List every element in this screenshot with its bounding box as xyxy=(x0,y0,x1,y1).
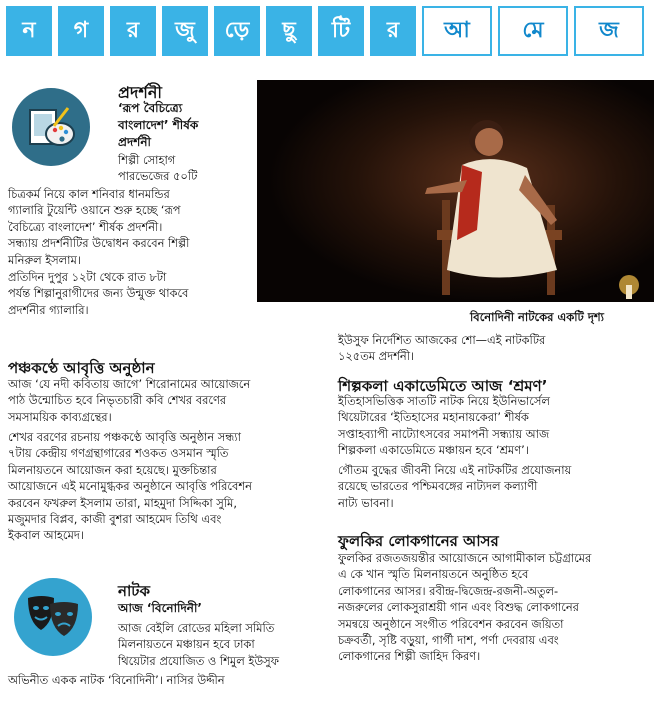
drama-body-bottom: অভিনীত একক নাটক ‘বিনোদিনী’। নাসির উদ্দীন xyxy=(8,673,225,687)
drama-body: আজ বেইলি রোডের মহিলা সমিতি মিলনায়তনে মঞ্চায়ন হবে ঢাকা থিয়েটার প্রযোজিত ও শিমুল ইউসুফ xyxy=(118,621,279,668)
theatre-masks-icon xyxy=(14,578,92,656)
recitation-intro: আজ ‘যে নদী কবিতায় জাগে’ শিরোনামের আয়োজনে পাঠ উন্মোচিত হবে নিভৃতচারী কবি শেখর বরণের সমসাময়িক কাব্যগ্রন্থের। xyxy=(8,377,251,424)
banner-letter: র xyxy=(110,6,156,56)
photo-caption: বিনোদিনী নাটকের একটি দৃশ্য xyxy=(470,310,604,324)
performance-photo xyxy=(257,80,654,302)
recitation-body: শেখর বরণের রচনায় পঞ্চকণ্ঠে আবৃত্তি অনুষ্ঠান সন্ধ্যা ৭টায় কেন্দ্রীয় গণগ্রন্থাগারের শওকত ওসমান স্মৃতি মিলনায়তনে আয়োজন করা হয়েছে। মুক্তচিন্তার আয়োজনে এই মনোমুগ্ধকর অনুষ্ঠানে আবৃত্তি পরিবেশন করবেন ফখরুল ইসলাম তারা, মাহমুদা সিদ্দিকা সুমি, মজুমদার বিপ্লব, কাজী বুশরা আহমেদ তিথি এবং ইকবাল আহমেদ। xyxy=(8,430,252,543)
shilpakala-body: ইতিহাসভিত্তিক সাতটি নাটক নিয়ে ইউনিভার্সেল থিয়েটারের ‘ইতিহাসের মহানায়কেরা’ শীর্ষক সপ্তাহব্যাপী নাট্যোৎসবের সমাপনী সন্ধ্যায় আজ শিল্পকলা একাডেমিতে মঞ্চায়ন হবে ‘শ্রমণ’। xyxy=(338,394,550,458)
header-banner xyxy=(0,0,657,60)
banner-letter: আ xyxy=(422,6,492,56)
folk-heading: ফুলকির লোকগানের আসর xyxy=(338,532,499,550)
exhibition-intro: শিল্পী সোহাগ পারভেজের ৫০টি xyxy=(118,153,198,184)
drama-subtitle: আজ ‘বিনোদিনী’ xyxy=(118,601,202,615)
exhibition-subtitle: ‘রূপ বৈচিত্র্যে বাংলাদেশ’ শীর্ষক প্রদর্শনী xyxy=(118,101,199,149)
banner-letter: জ xyxy=(574,6,644,56)
banner-letter: টি xyxy=(318,6,364,56)
shilpakala-heading: শিল্পকলা একাডেমিতে আজ ‘শ্রমণ’ xyxy=(338,377,548,395)
banner-letter: জু xyxy=(162,6,208,56)
exhibition-hours: প্রতিদিন দুপুর ১২টা থেকে রাত ৮টা পর্যন্ত শিল্পানুরাগীদের জন্য উন্মুক্ত থাকবে প্রদর্শনীর গ্যালারি। xyxy=(8,270,189,317)
banner-letter: মে xyxy=(498,6,568,56)
folk-body: ফুলকির রজতজয়ন্তীর আয়োজনে আগামীকাল চট্টগ্রামের এ কে খান স্মৃতি মিলনায়তনে অনুষ্ঠিত হবে লোকগানের আসর। রবীন্দ্র-দ্বিজেন্দ্র-রজনী-অতুল- নজরুলের লোকসুরাশ্রয়ী গান এবং বিশুদ্ধ লোকগানের সমন্বয়ে অনুষ্ঠানে সংগীত পরিবেশন করবেন জয়িতা চক্রবর্তী, সৃষ্টি বড়ুয়া, গার্গী দাশ, পর্ণা দেবরায় এবং লোকগানের শিল্পী জাহিদ কিরণ। xyxy=(338,551,592,664)
shilpakala-body-2: গৌতম বুদ্ধের জীবনী নিয়ে এই নাটকটির প্রযোজনায় রয়েছে ভারতের পশ্চিমবঙ্গের নাট্যদল কল্যাণী নাট্য ভাবনা। xyxy=(338,463,572,510)
banner-letter: গ xyxy=(58,6,104,56)
banner-letter: ছু xyxy=(266,6,312,56)
exhibition-body: চিত্রকর্ম নিয়ে কাল শনিবার ধানমন্ডির গ্যালারি টুয়েন্টি ওয়ানে শুরু হচ্ছে ‘রূপ বৈচিত্র্যে বাংলাদেশ’ শীর্ষক প্রদর্শনী। সন্ধ্যায় প্রদর্শনীটির উদ্বোধন করবেন শিল্পী মনিরুল ইসলাম। xyxy=(8,187,190,267)
recitation-heading: পঞ্চকণ্ঠে আবৃত্তি অনুষ্ঠান xyxy=(8,359,155,377)
art-palette-icon xyxy=(12,88,90,166)
banner-letter: ড়ে xyxy=(214,6,260,56)
banner-letter: ন xyxy=(6,6,52,56)
banner-letter: র xyxy=(370,6,416,56)
exhibition-heading: প্রদর্শনী xyxy=(118,83,162,102)
drama-body-continued: ইউসুফ নির্দেশিত আজকের শো—এই নাটকটির ১২৫তম প্রদর্শনী। xyxy=(338,333,546,364)
drama-heading: নাটক xyxy=(118,582,150,600)
